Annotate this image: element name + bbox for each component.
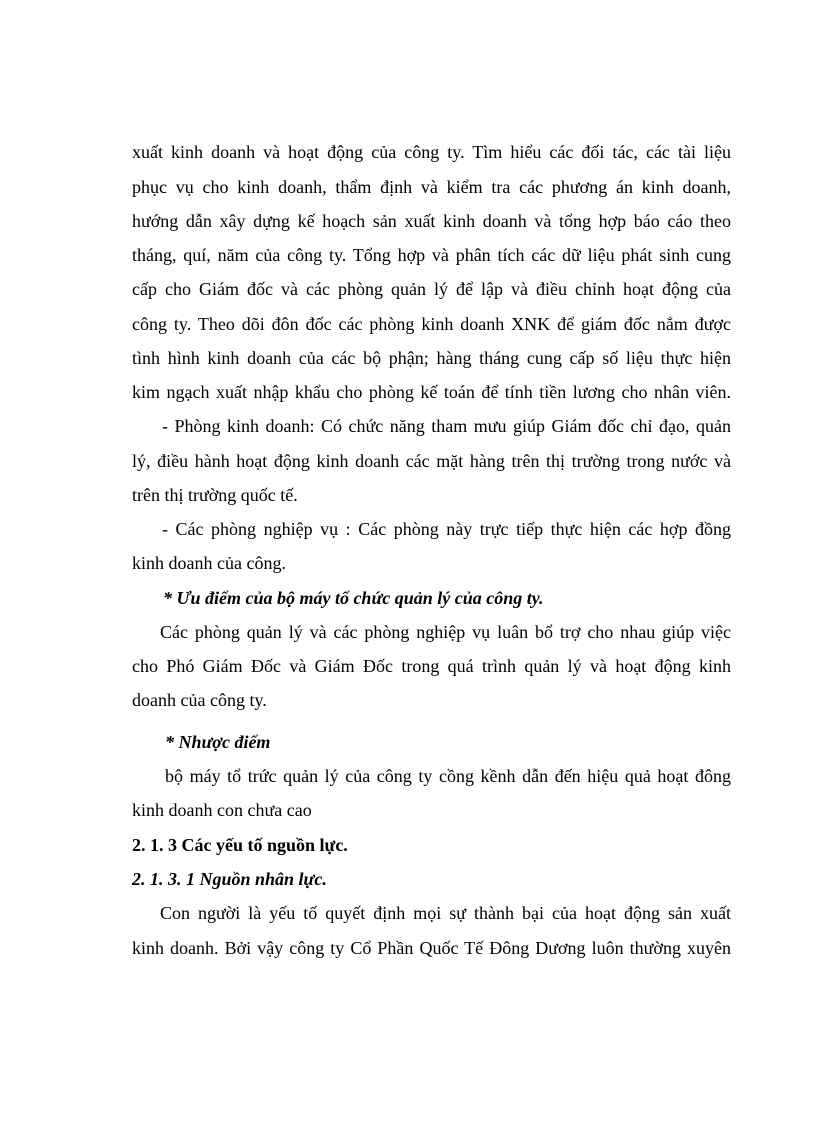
paragraph-line: trên thị trường quốc tế. [132,485,298,505]
paragraph-line: tháng, quí, năm của công ty. Tổng hợp và phân tích các dữ liệu phát sinh cung [132,245,731,265]
paragraph-line: - Phòng kinh doanh: Có chức năng tham mưu giúp Giám đốc chỉ đạo, quản [162,416,731,436]
paragraph-line: cho Phó Giám Đốc và Giám Đốc trong quá trình quản lý và hoạt động kinh [132,656,731,676]
paragraph-line: - Các phòng nghiệp vụ : Các phòng này trực tiếp thực hiện các hợp đồng [162,519,731,539]
paragraph-line: bộ máy tổ trức quản lý của công ty cồng kềnh dẫn đến hiệu quả hoạt đông [165,766,731,786]
disadvantages-heading: * Nhược điểm [165,732,271,752]
paragraph-line: hướng dẫn xây dựng kế hoạch sản xuất kinh doanh và tổng hợp báo cáo theo [132,211,731,231]
paragraph-line: kinh doanh. Bởi vậy công ty Cổ Phần Quốc Tế Đông Dương luôn thường xuyên [132,938,731,958]
advantages-heading: * Ưu điểm của bộ máy tổ chức quản lý của công ty. [163,588,544,608]
paragraph-line: phục vụ cho kinh doanh, thẩm định và kiểm tra các phương án kinh doanh, [132,177,731,197]
paragraph-line: cấp cho Giám đốc và các phòng quản lý để lập và điều chỉnh hoạt động của [132,279,731,299]
paragraph-line: doanh của công ty. [132,690,267,710]
paragraph-line: kim ngạch xuất nhập khẩu cho phòng kế toán để tính tiền lương cho nhân viên. [132,382,731,402]
paragraph-line: công ty. Theo dõi đôn đốc các phòng kinh doanh XNK để giám đốc nắm được [132,314,731,334]
subsection-heading: 2. 1. 3. 1 Nguồn nhân lực. [132,869,327,889]
paragraph-line: Con người là yếu tố quyết định mọi sự thành bại của hoạt động sản xuất [160,903,731,923]
paragraph-line: lý, điều hành hoạt động kinh doanh các mặt hàng trên thị trường trong nước và [132,451,731,471]
section-heading: 2. 1. 3 Các yếu tố nguồn lực. [132,835,348,855]
paragraph-line: tình hình kinh doanh của các bộ phận; hàng tháng cung cấp số liệu thực hiện [132,348,731,368]
paragraph-line: kinh doanh của công. [132,553,286,573]
paragraph-line: Các phòng quản lý và các phòng nghiệp vụ luân bổ trợ cho nhau giúp việc [160,622,731,642]
paragraph-line: xuất kinh doanh và hoạt động của công ty. Tìm hiểu các đối tác, các tài liệu [132,142,731,162]
paragraph-line: kinh doanh con chưa cao [132,800,312,820]
